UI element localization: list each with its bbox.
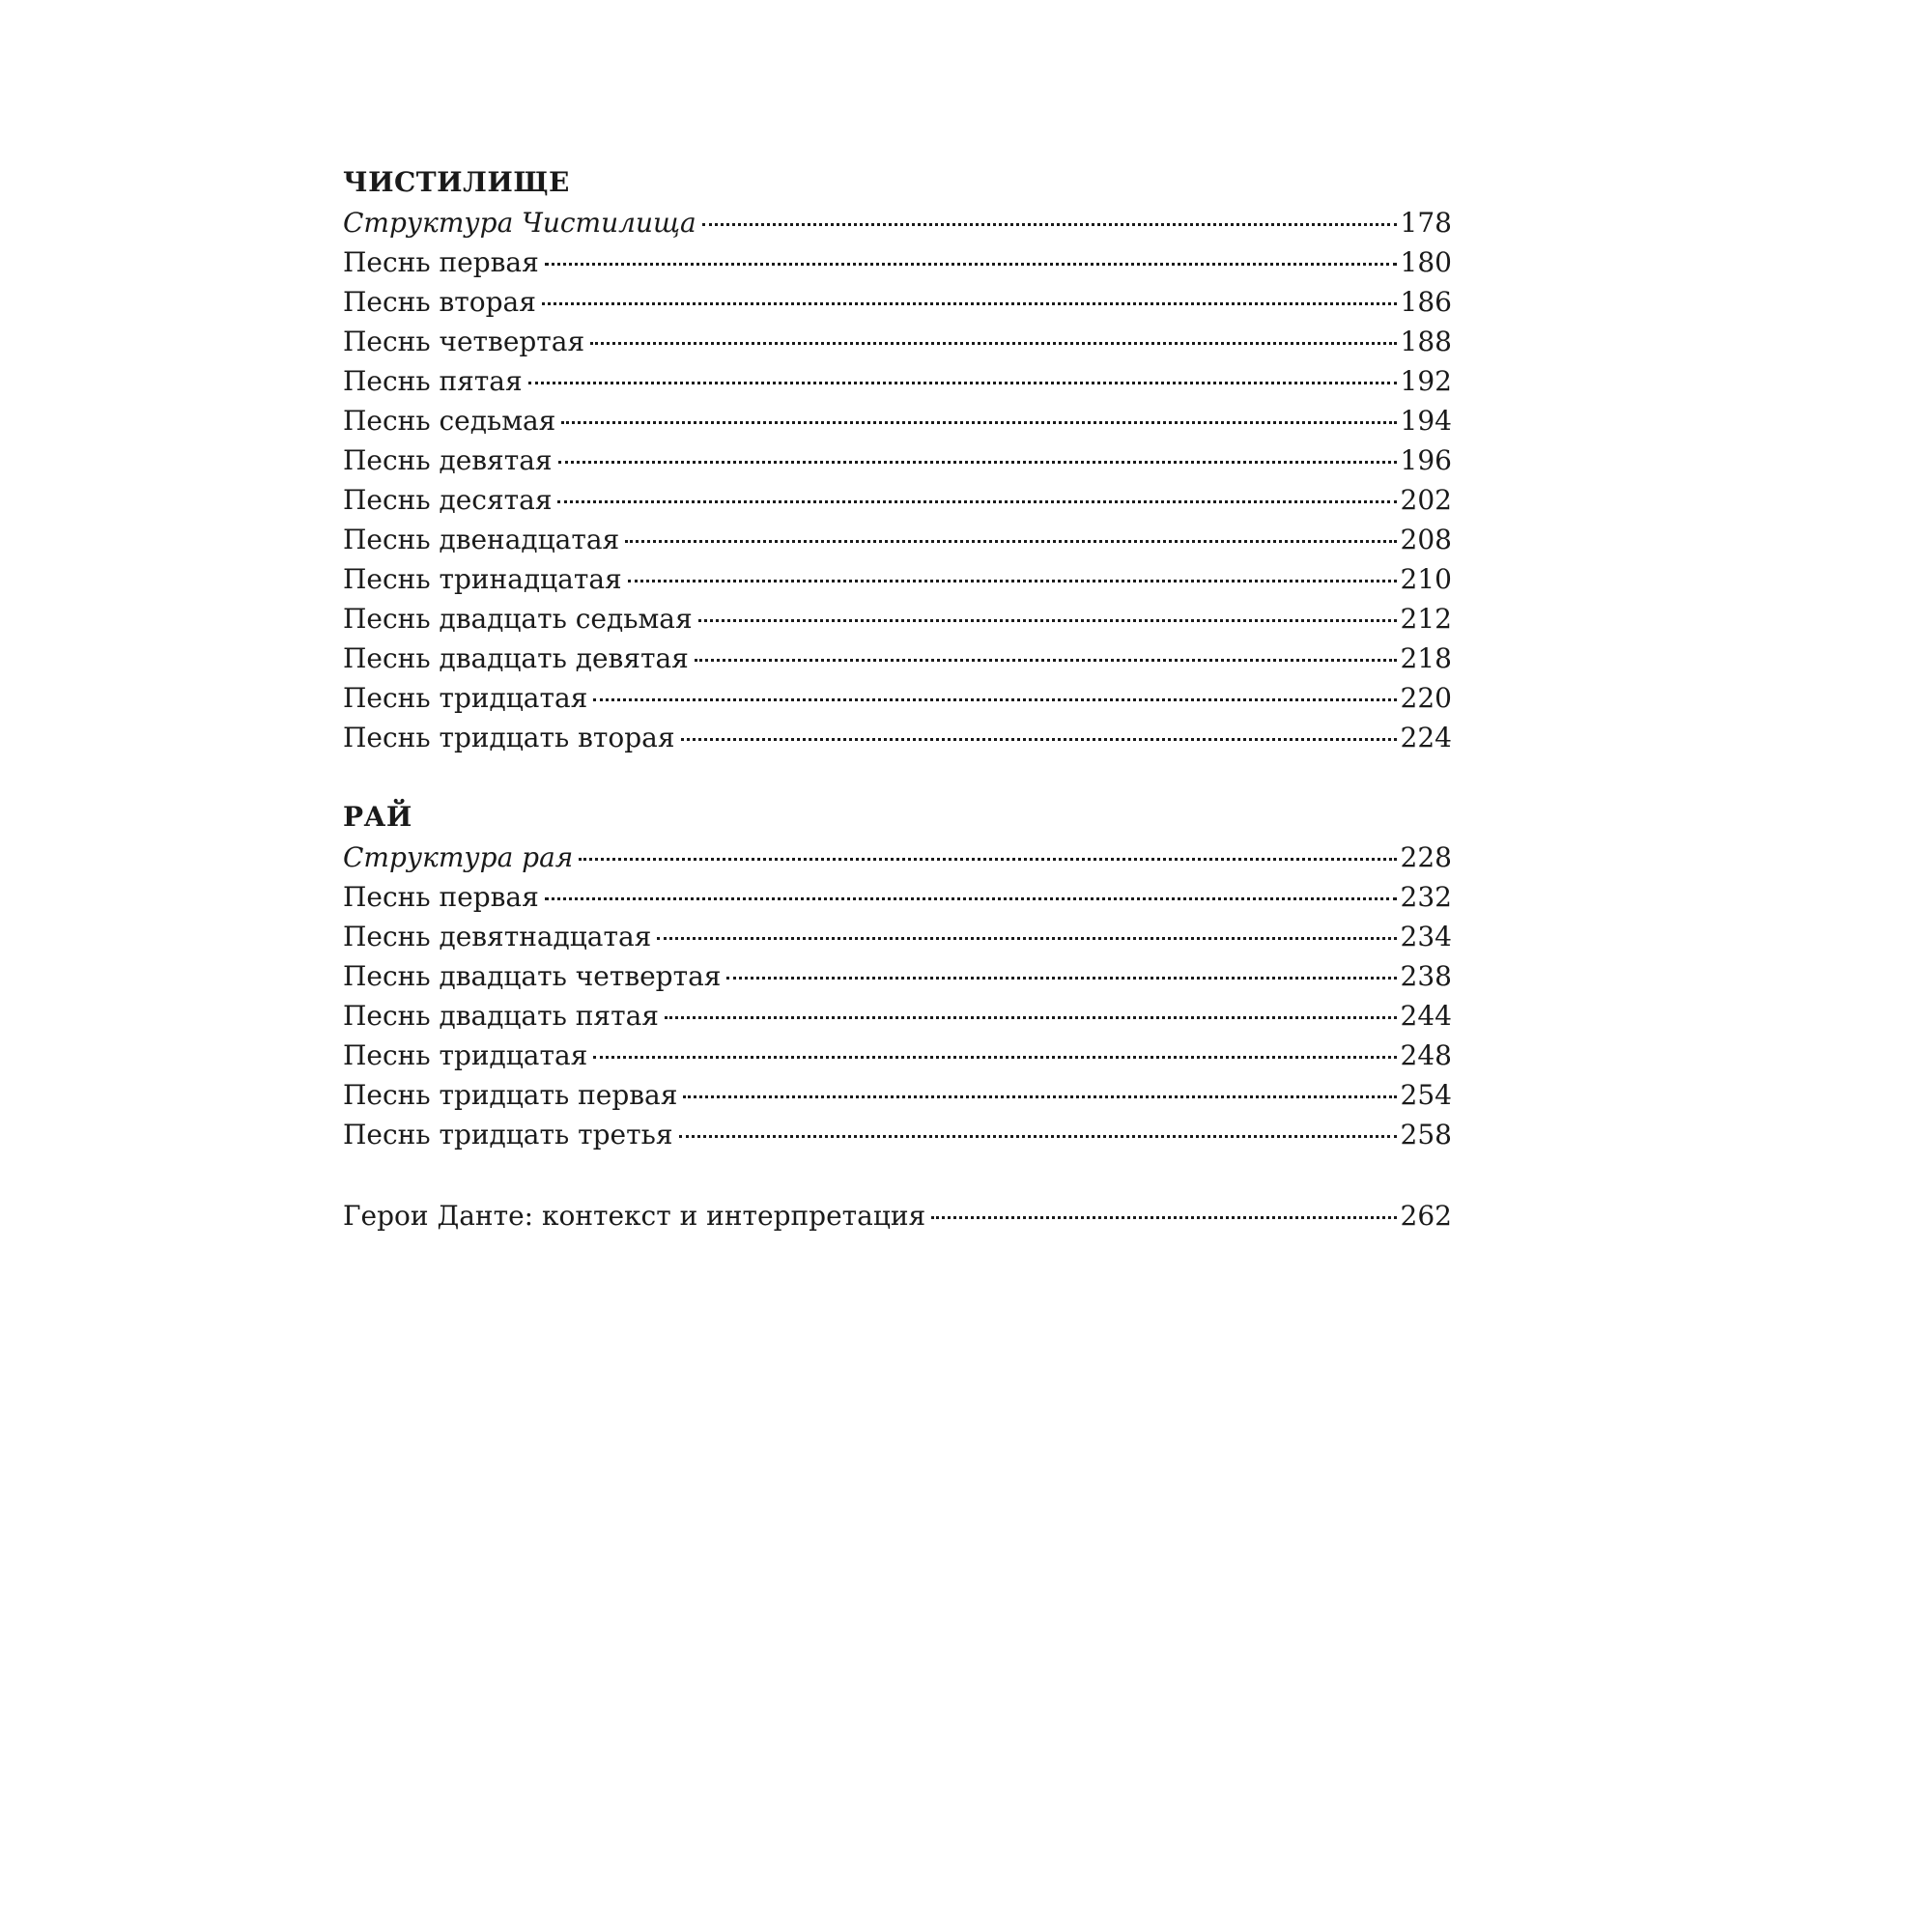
dot-leader — [579, 858, 1396, 861]
toc-entry — [343, 480, 1452, 520]
dot-leader — [545, 263, 1397, 266]
toc-entry — [343, 956, 1452, 996]
entry-page-number: 208 — [1400, 524, 1452, 555]
toc-entry — [343, 917, 1452, 956]
entry-page-number: 192 — [1400, 365, 1452, 397]
section-title: РАЙ — [343, 801, 412, 833]
toc-section — [343, 797, 1452, 1154]
entry-label: Песнь тринадцатая — [343, 563, 622, 595]
entry-label: Песнь десятая — [343, 484, 553, 516]
entry-label: Песнь вторая — [343, 286, 536, 318]
entry-page-number: 232 — [1400, 881, 1452, 913]
entry-page-number: 186 — [1400, 286, 1452, 318]
entry-page-number: 234 — [1400, 921, 1452, 952]
entry-label: Песнь девятая — [343, 444, 553, 476]
entry-label: Песнь двадцать девятая — [343, 642, 689, 674]
entry-label: Песнь двадцать пятая — [343, 1000, 659, 1032]
toc-entry — [343, 361, 1452, 401]
entry-label: Песнь тридцать вторая — [343, 722, 675, 753]
dot-leader — [625, 540, 1396, 543]
entry-page-number: 220 — [1400, 682, 1452, 714]
entry-label: Песнь двенадцатая — [343, 524, 620, 555]
dot-leader — [528, 382, 1397, 384]
toc-entry — [343, 599, 1452, 639]
entry-label: Песнь двадцать седьмая — [343, 603, 693, 635]
entry-page-number: 248 — [1400, 1039, 1452, 1071]
toc-entry — [343, 282, 1452, 322]
entry-label: Песнь двадцать четвертая — [343, 960, 722, 992]
toc-entry — [343, 1036, 1452, 1075]
entry-page-number: 258 — [1400, 1119, 1452, 1151]
dot-leader — [593, 698, 1396, 701]
entry-page-number: 254 — [1400, 1079, 1452, 1111]
toc-entry — [343, 1115, 1452, 1154]
toc-entry — [343, 877, 1452, 917]
toc-entry — [343, 639, 1452, 678]
dot-leader — [679, 1135, 1397, 1138]
toc-entry — [343, 401, 1452, 440]
dot-leader — [628, 580, 1397, 582]
dot-leader — [561, 421, 1396, 424]
dot-leader — [931, 1216, 1396, 1219]
section-spacer — [343, 757, 1452, 797]
dot-leader — [593, 1056, 1396, 1059]
entry-page-number: 202 — [1400, 484, 1452, 516]
dot-leader — [542, 302, 1397, 305]
toc-entry — [343, 242, 1452, 282]
toc-entry — [343, 203, 1452, 242]
entry-label: Песнь пятая — [343, 365, 523, 397]
toc-entry-final — [343, 1196, 1452, 1236]
section-title: ЧИСТИЛИЩЕ — [343, 166, 570, 198]
toc-entry — [343, 1075, 1452, 1115]
toc-entry — [343, 559, 1452, 599]
dot-leader — [695, 659, 1397, 662]
entry-page-number: 210 — [1400, 563, 1452, 595]
toc-entry — [343, 678, 1452, 718]
dot-leader — [726, 977, 1396, 980]
entry-page-number: 224 — [1400, 722, 1452, 753]
entry-page-number: 238 — [1400, 960, 1452, 992]
entry-label: Песнь первая — [343, 246, 539, 278]
entry-page-number: 218 — [1400, 642, 1452, 674]
dot-leader — [683, 1095, 1396, 1098]
toc-entry — [343, 996, 1452, 1036]
toc-section — [343, 162, 1452, 757]
toc-entry — [343, 440, 1452, 480]
entry-page-number: 194 — [1400, 405, 1452, 437]
entry-page-number: 180 — [1400, 246, 1452, 278]
dot-leader — [590, 342, 1396, 345]
entry-label: Структура рая — [343, 841, 574, 873]
entry-page-number: 228 — [1400, 841, 1452, 873]
toc-entry — [343, 520, 1452, 559]
toc-entry — [343, 838, 1452, 877]
dot-leader — [545, 897, 1397, 900]
entry-page-number: 196 — [1400, 444, 1452, 476]
dot-leader — [702, 223, 1397, 226]
entry-label: Песнь тридцатая — [343, 1039, 588, 1071]
entry-page-number: 212 — [1400, 603, 1452, 635]
dot-leader — [657, 937, 1396, 940]
toc-entry — [343, 322, 1452, 361]
entry-label: Структура Чистилища — [343, 207, 696, 239]
entry-page-number: 188 — [1400, 326, 1452, 357]
dot-leader — [665, 1016, 1397, 1019]
toc-entry — [343, 718, 1452, 757]
entry-page-number: 262 — [1400, 1200, 1452, 1232]
entry-label: Песнь тридцатая — [343, 682, 588, 714]
entry-label: Песнь тридцать третья — [343, 1119, 673, 1151]
dot-leader — [681, 738, 1397, 741]
entry-page-number: 244 — [1400, 1000, 1452, 1032]
entry-label: Песнь тридцать первая — [343, 1079, 678, 1111]
entry-label: Песнь первая — [343, 881, 539, 913]
dot-leader — [557, 500, 1396, 503]
dot-leader — [698, 619, 1397, 622]
table-of-contents — [343, 162, 1452, 1236]
section-spacer — [343, 1154, 1452, 1196]
entry-label: Песнь седьмая — [343, 405, 556, 437]
entry-label: Песнь четвертая — [343, 326, 585, 357]
toc-body — [343, 162, 1452, 1236]
entry-label: Песнь девятнадцатая — [343, 921, 652, 952]
entry-page-number: 178 — [1400, 207, 1452, 239]
dot-leader — [558, 461, 1397, 464]
entry-label: Герои Данте: контекст и интерпретация — [343, 1200, 926, 1232]
